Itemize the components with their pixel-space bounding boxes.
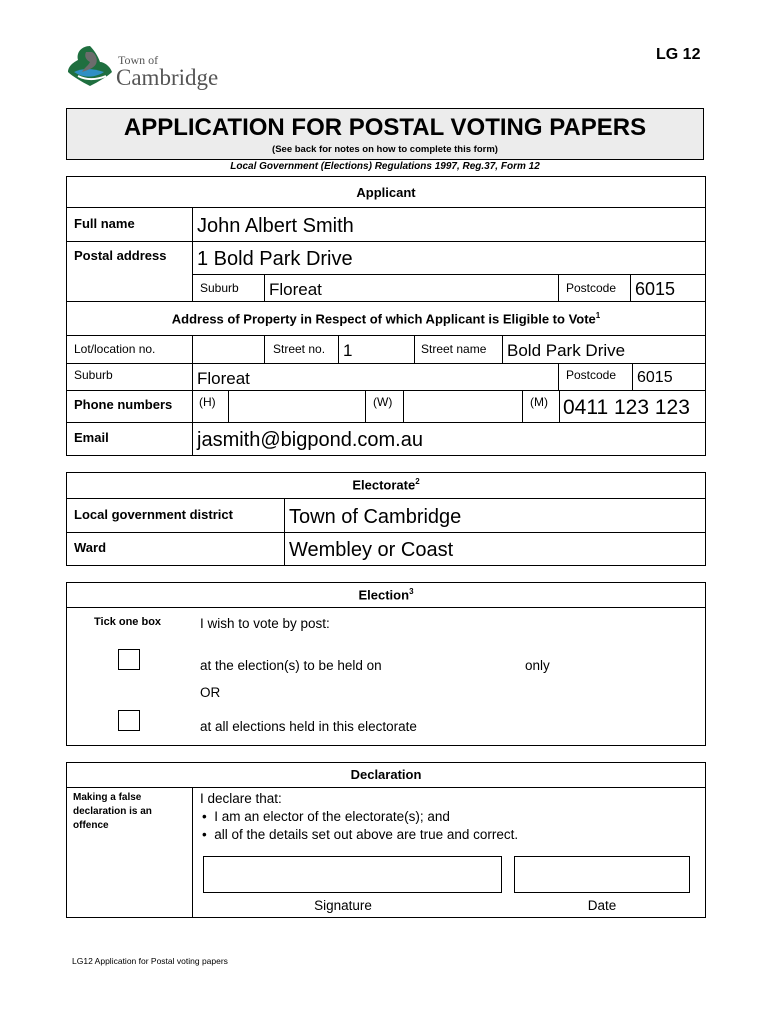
date-label: Date xyxy=(587,898,617,913)
property-postcode-value: 6015 xyxy=(637,369,673,386)
ward-field[interactable] xyxy=(285,533,705,565)
street-no-label: Street no. xyxy=(273,342,326,356)
street-no-field[interactable] xyxy=(339,336,414,363)
applicant-heading: Applicant xyxy=(356,185,416,200)
home-phone-field[interactable] xyxy=(229,391,365,422)
postcode-field[interactable] xyxy=(631,275,705,301)
or-text: OR xyxy=(200,685,221,700)
election-heading-text: Election xyxy=(358,587,410,603)
property-heading xyxy=(66,312,706,325)
declaration-bullet-1 xyxy=(202,810,450,824)
bullet-icon: • xyxy=(202,809,207,824)
form-code: LG 12 xyxy=(656,46,701,63)
email-label: Email xyxy=(74,430,109,445)
full-name-value: John Albert Smith xyxy=(197,215,354,237)
regulation-text: Local Government (Elections) Regulations 1997, Reg.37, Form 12 xyxy=(230,161,540,172)
street-no-value: 1 xyxy=(343,341,353,360)
property-postcode-field[interactable] xyxy=(633,364,705,390)
declaration-heading: Declaration xyxy=(350,767,422,782)
electorate-heading-text: Electorate xyxy=(352,477,416,493)
email-field[interactable] xyxy=(193,423,705,455)
declaration-intro: I declare that: xyxy=(200,791,282,806)
street-name-label: Street name xyxy=(421,342,487,356)
declaration-bullet-1-text: I am an elector of the electorate(s); and xyxy=(214,809,450,824)
all-elections-checkbox[interactable] xyxy=(118,710,140,731)
suburb-value: Floreat xyxy=(269,280,322,299)
footnote-3: 3 xyxy=(409,587,414,596)
postal-address-value: 1 Bold Park Drive xyxy=(197,248,353,270)
mobile-phone-label: (M) xyxy=(530,395,548,409)
property-suburb-value: Floreat xyxy=(197,369,250,388)
logo-large-text: Cambridge xyxy=(116,65,219,90)
district-value: Town of Cambridge xyxy=(289,506,462,528)
footer-text: LG12 Application for Postal voting papers xyxy=(72,956,228,966)
email-value: jasmith@bigpond.com.au xyxy=(197,429,423,451)
lot-field[interactable] xyxy=(193,336,264,363)
logo-small-text: Town of xyxy=(118,53,159,67)
postal-address-label: Postal address xyxy=(74,248,167,263)
election-heading xyxy=(66,588,706,601)
declaration-bullet-2-text: all of the details set out above are true and correct. xyxy=(214,827,519,842)
false-declaration-warning: Making a false declaration is an offence xyxy=(73,792,152,831)
election-intro: I wish to vote by post: xyxy=(200,616,330,631)
page-title: APPLICATION FOR POSTAL VOTING PAPERS xyxy=(123,114,647,141)
home-phone-label: (H) xyxy=(199,395,216,409)
street-name-value: Bold Park Drive xyxy=(507,341,626,360)
footnote-2: 2 xyxy=(415,477,420,486)
property-heading-text: Address of Property in Respect of which Applicant is Eligible to Vote xyxy=(171,311,596,327)
street-name-field[interactable] xyxy=(503,336,705,363)
option2-text: at all elections held in this electorate xyxy=(200,719,417,734)
mobile-phone-value: 0411 123 123 xyxy=(563,396,690,419)
electorate-heading xyxy=(66,478,706,491)
property-suburb-field[interactable] xyxy=(193,364,558,390)
date-field[interactable] xyxy=(514,856,690,893)
full-name-label: Full name xyxy=(74,216,135,231)
work-phone-field[interactable] xyxy=(404,391,522,422)
phone-label: Phone numbers xyxy=(74,397,173,412)
mobile-phone-field[interactable] xyxy=(560,391,705,422)
suburb-label: Suburb xyxy=(200,281,239,295)
property-suburb-label: Suburb xyxy=(74,368,113,382)
suburb-field[interactable] xyxy=(265,275,558,301)
declaration-bullet-2 xyxy=(202,828,518,842)
signature-field[interactable] xyxy=(203,856,502,893)
footnote-1: 1 xyxy=(595,311,601,320)
election-date-checkbox[interactable] xyxy=(118,649,140,670)
bullet-icon: • xyxy=(202,827,207,842)
full-name-field[interactable] xyxy=(193,208,705,241)
swan-logo-icon xyxy=(64,42,116,90)
postcode-value: 6015 xyxy=(635,279,676,299)
option1-text: at the election(s) to be held on xyxy=(200,658,382,673)
property-postcode-label: Postcode xyxy=(566,368,617,382)
district-label: Local government district xyxy=(74,507,233,522)
lot-label: Lot/location no. xyxy=(74,342,156,356)
option1-suffix: only xyxy=(525,658,550,673)
district-field[interactable] xyxy=(285,499,705,532)
postal-address-field[interactable] xyxy=(193,242,705,274)
signature-label: Signature xyxy=(314,898,372,913)
title-note: (See back for notes on how to complete this form) xyxy=(272,144,498,155)
work-phone-label: (W) xyxy=(373,395,393,409)
ward-value: Wembley or Coast xyxy=(289,539,454,561)
title-box xyxy=(66,108,704,160)
ward-label: Ward xyxy=(74,540,107,555)
town-logo xyxy=(64,42,244,92)
tick-one-box-label: Tick one box xyxy=(94,616,162,628)
postcode-label: Postcode xyxy=(566,281,617,295)
